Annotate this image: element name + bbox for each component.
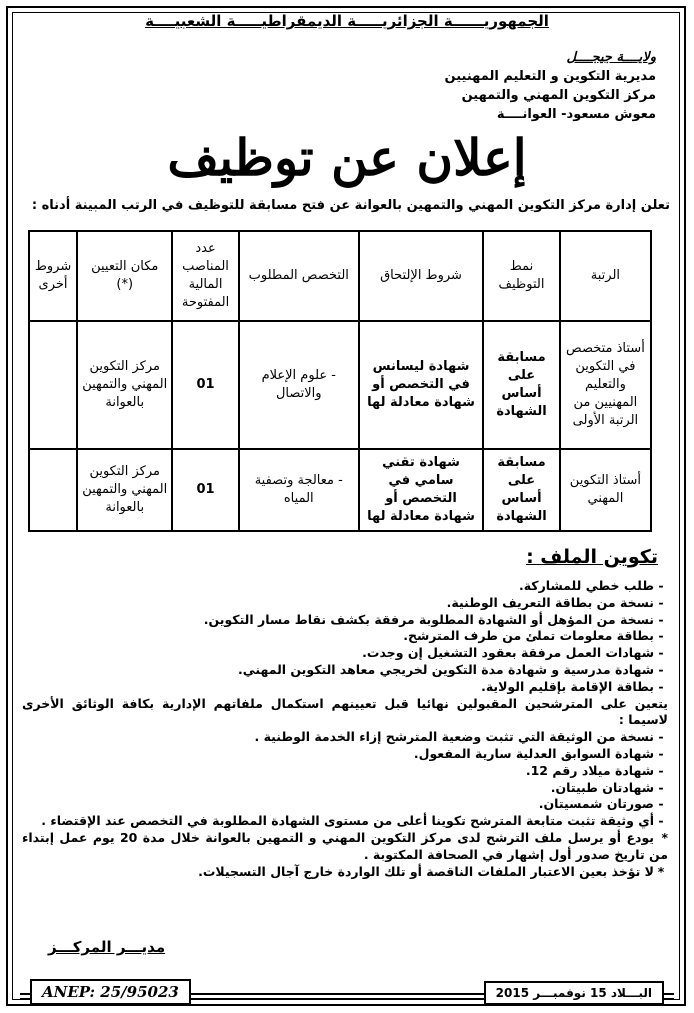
newspaper-date: البـــلاد 15 نوفمبـــر 2015	[484, 981, 664, 1005]
header-mode: نمط التوظيف	[483, 231, 560, 321]
list-item: -بطاقة معلومات تملئ من طرف المترشح.	[22, 628, 668, 645]
list-item: -طلب خطي للمشاركة.	[22, 578, 668, 595]
cell-conditions: شهادة ليسانس في التخصص أو شهادة معادلة لها	[359, 321, 483, 449]
file-requirements	[22, 578, 668, 880]
republic-heading: الجمهوريــــــة الجزائريـــــة الديمقراطيـــــة الشعبيــــة	[145, 12, 549, 30]
anep-reference: ANEP: 25/95023	[30, 979, 191, 1005]
dash-bullet-icon: -	[658, 661, 664, 677]
header-conditions: شروط الإلتحاق	[359, 231, 483, 321]
list-item: -بطاقة الإقامة بإقليم الولاية.	[22, 679, 668, 696]
list-item: -شهادة ميلاد رقم 12.	[22, 763, 668, 780]
dash-bullet-icon: -	[658, 611, 664, 627]
table-row	[29, 321, 651, 449]
dash-bullet-icon: -	[658, 729, 664, 745]
dash-bullet-icon: -	[658, 745, 664, 761]
wilaya-name: ولايــــة جيجــــل	[566, 50, 656, 65]
dash-bullet-icon: -	[658, 594, 664, 610]
cell-specialty: - معالجة وتصفية المياه	[239, 449, 359, 531]
list-item: -نسخة من الوثيقة التي تثبت وضعية المترشح إزاء الخدمة الوطنية .	[22, 729, 668, 746]
cell-grade: أستاذ متخصص في التكوين والتعليم المهنيين من الرتبة الأولى	[560, 321, 651, 449]
dash-bullet-icon: -	[658, 578, 664, 593]
header-grade: الرتبة	[560, 231, 651, 321]
dash-bullet-icon: -	[658, 779, 664, 795]
asterisk-bullet-icon: *	[657, 863, 665, 879]
list-item: -نسخة من بطاقة التعريف الوطنية.	[22, 595, 668, 612]
intro-text: تعلن إدارة مركز التكوين المهني والتمهين بالعوانة عن فتح مسابقة للتوظيف في الرتب المبينة أدناه :	[31, 198, 670, 213]
center-name: مركز التكوين المهني والتمهين	[461, 88, 656, 103]
dash-bullet-icon: -	[658, 813, 664, 829]
cell-positions: 01	[172, 321, 238, 449]
list-item: -أي وثيقة تثبت متابعة المترشح تكوينا أعلى من مستوى الشهادة المطلوبة في التخصص عند الإقتضاء .	[22, 813, 668, 830]
cell-place: مركز التكوين المهني والتمهين بالعوانة	[77, 321, 172, 449]
deposit-instructions: *يودع أو يرسل ملف الترشح لدى مركز التكوين المهني و التمهين بالعوانة خلال مدة 20 يوم عمل إبتداء من تاريخ صدور أول إشهار في الصحافة المكتوبة .	[22, 829, 668, 862]
table-header-row	[29, 231, 651, 321]
positions-table	[28, 230, 652, 532]
cell-mode: مسابقة على أساس الشهادة	[483, 449, 560, 531]
cell-other	[29, 321, 77, 449]
dash-bullet-icon: -	[658, 796, 664, 812]
list-item: -شهادات العمل مرفقة بعقود التشغيل إن وجدت.	[22, 645, 668, 662]
table-row	[29, 449, 651, 531]
list-item: -نسخة من المؤهل أو الشهادة المطلوبة مرفقة بكشف نقاط مسار التكوين.	[22, 612, 668, 629]
dash-bullet-icon: -	[658, 678, 664, 694]
header-specialty: التخصص المطلوب	[239, 231, 359, 321]
issuer-header	[336, 48, 656, 124]
warning-note: *لا تؤخذ بعين الاعتبار الملفات الناقصة أو تلك الواردة خارج آجال التسجيلات.	[22, 864, 668, 881]
file-section-title: تكوين الملف :	[526, 546, 658, 568]
dash-bullet-icon: -	[658, 645, 664, 661]
cell-conditions: شهادة تقني سامي في التخصص أو شهادة معادلة لها	[359, 449, 483, 531]
asterisk-bullet-icon: *	[661, 829, 668, 845]
dash-bullet-icon: -	[658, 628, 664, 644]
cell-grade: أستاذ التكوين المهني	[560, 449, 651, 531]
cell-place: مركز التكوين المهني والتمهين بالعوانة	[77, 449, 172, 531]
center-location: معوش مسعود- العوانــــة	[496, 107, 656, 122]
header-other: شروط أخرى	[29, 231, 77, 321]
header-positions: عدد المناصب المالية المفتوحة	[172, 231, 238, 321]
cell-positions: 01	[172, 449, 238, 531]
dash-bullet-icon: -	[658, 762, 664, 778]
list-item: -شهادة السوابق العدلية سارية المفعول.	[22, 746, 668, 763]
directorate-name: مديرية التكوين و التعليم المهنيين	[444, 69, 656, 84]
list-item: -شهادة مدرسية و شهادة مدة التكوين لخريجي معاهد التكوين المهني.	[22, 662, 668, 679]
page-title: إعلان عن توظيف	[167, 128, 527, 187]
cell-mode: مسابقة على أساس الشهادة	[483, 321, 560, 449]
director-signature: مديـــر المركـــز	[48, 938, 166, 956]
cell-specialty: - علوم الإعلام والاتصال	[239, 321, 359, 449]
list-item: -شهادتان طبيتان.	[22, 780, 668, 797]
cell-other	[29, 449, 77, 531]
header-place: مكان التعيين (*)	[77, 231, 172, 321]
list-item: -صورتان شمسيتان.	[22, 796, 668, 813]
final-documents-note: يتعين على المترشحين المقبولين نهائيا قبل تعيينهم استكمال ملفاتهم الإدارية بكافة الوثائق الأخرى لاسيما :	[22, 695, 668, 728]
